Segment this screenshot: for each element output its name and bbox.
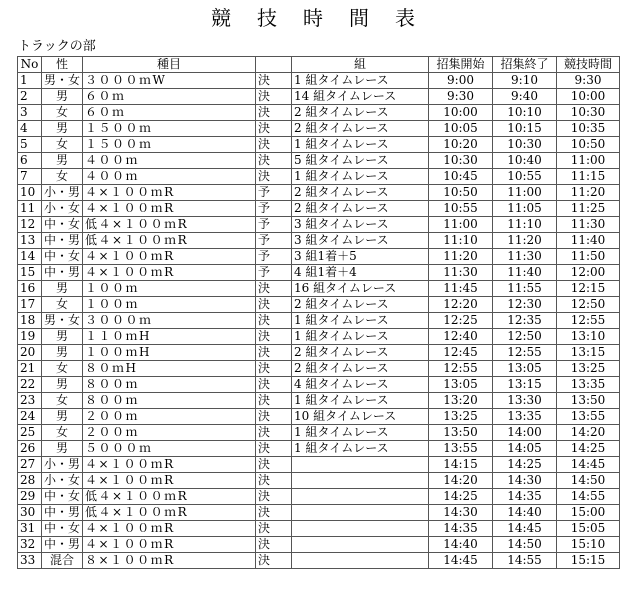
cell-call-start: 10:50 <box>429 185 493 201</box>
cell-round: 決 <box>256 105 292 121</box>
header-start-time: 競技時間 <box>557 57 620 73</box>
cell-no: 29 <box>18 489 42 505</box>
cell-call-end: 14:40 <box>493 505 557 521</box>
cell-event: ４×１００ｍR <box>83 265 256 281</box>
cell-call-end: 10:10 <box>493 105 557 121</box>
cell-round: 決 <box>256 89 292 105</box>
cell-event: ８００ｍ <box>83 377 256 393</box>
cell-gender: 男・女 <box>42 73 83 89</box>
cell-round: 決 <box>256 457 292 473</box>
schedule-table <box>17 56 620 569</box>
cell-heat: 14 組タイムレース <box>292 89 429 105</box>
cell-event: １１０ｍH <box>83 329 256 345</box>
cell-event: １５００ｍ <box>83 137 256 153</box>
cell-round: 予 <box>256 249 292 265</box>
cell-heat <box>292 473 429 489</box>
cell-call-end: 12:35 <box>493 313 557 329</box>
cell-no: 17 <box>18 297 42 313</box>
cell-no: 2 <box>18 89 42 105</box>
cell-call-start: 10:45 <box>429 169 493 185</box>
cell-no: 12 <box>18 217 42 233</box>
cell-call-start: 14:45 <box>429 553 493 569</box>
cell-call-start: 10:55 <box>429 201 493 217</box>
cell-event: １００ｍ <box>83 281 256 297</box>
cell-round: 決 <box>256 505 292 521</box>
cell-no: 10 <box>18 185 42 201</box>
table-row <box>18 73 620 89</box>
cell-heat: 3 組1着＋5 <box>292 249 429 265</box>
cell-call-start: 12:25 <box>429 313 493 329</box>
cell-call-end: 13:15 <box>493 377 557 393</box>
cell-heat: 1 組タイムレース <box>292 137 429 153</box>
cell-event: ４００ｍ <box>83 169 256 185</box>
cell-event: ４×１００ｍR <box>83 457 256 473</box>
table-row <box>18 409 620 425</box>
cell-event: １００ｍH <box>83 345 256 361</box>
cell-no: 18 <box>18 313 42 329</box>
schedule-body <box>18 73 620 569</box>
cell-gender: 中・男 <box>42 505 83 521</box>
cell-start-time: 10:00 <box>557 89 620 105</box>
table-row <box>18 281 620 297</box>
cell-gender: 男・女 <box>42 313 83 329</box>
cell-gender: 女 <box>42 137 83 153</box>
header-call-end: 招集終了 <box>493 57 557 73</box>
cell-event: ２００ｍ <box>83 409 256 425</box>
cell-heat <box>292 457 429 473</box>
cell-start-time: 13:35 <box>557 377 620 393</box>
cell-call-start: 14:30 <box>429 505 493 521</box>
cell-start-time: 13:50 <box>557 393 620 409</box>
cell-gender: 男 <box>42 345 83 361</box>
cell-round: 決 <box>256 553 292 569</box>
cell-round: 決 <box>256 489 292 505</box>
cell-call-end: 14:00 <box>493 425 557 441</box>
cell-round: 決 <box>256 393 292 409</box>
cell-heat <box>292 537 429 553</box>
cell-call-start: 13:20 <box>429 393 493 409</box>
cell-event: ４×１００ｍR <box>83 185 256 201</box>
cell-heat: 1 組タイムレース <box>292 441 429 457</box>
cell-call-start: 11:30 <box>429 265 493 281</box>
cell-gender: 中・女 <box>42 489 83 505</box>
table-row <box>18 201 620 217</box>
cell-gender: 小・女 <box>42 201 83 217</box>
cell-start-time: 11:40 <box>557 233 620 249</box>
cell-call-end: 11:10 <box>493 217 557 233</box>
cell-round: 予 <box>256 185 292 201</box>
table-row <box>18 329 620 345</box>
cell-call-start: 14:20 <box>429 473 493 489</box>
cell-heat: 2 組タイムレース <box>292 361 429 377</box>
cell-no: 31 <box>18 521 42 537</box>
cell-start-time: 9:30 <box>557 73 620 89</box>
cell-call-end: 9:10 <box>493 73 557 89</box>
cell-no: 26 <box>18 441 42 457</box>
cell-event: ３０００ｍW <box>83 73 256 89</box>
cell-round: 決 <box>256 473 292 489</box>
cell-round: 決 <box>256 121 292 137</box>
cell-event: １５００ｍ <box>83 121 256 137</box>
cell-event: ６０ｍ <box>83 89 256 105</box>
table-row <box>18 441 620 457</box>
cell-event: 低４×１００ｍR <box>83 217 256 233</box>
cell-call-start: 14:25 <box>429 489 493 505</box>
cell-event: ８×１００ｍR <box>83 553 256 569</box>
cell-heat: 3 組タイムレース <box>292 217 429 233</box>
cell-gender: 中・男 <box>42 233 83 249</box>
cell-start-time: 11:15 <box>557 169 620 185</box>
table-row <box>18 521 620 537</box>
cell-heat: 2 組タイムレース <box>292 185 429 201</box>
cell-heat: 5 組タイムレース <box>292 153 429 169</box>
cell-round: 決 <box>256 297 292 313</box>
cell-round: 決 <box>256 345 292 361</box>
cell-call-end: 9:40 <box>493 89 557 105</box>
cell-call-end: 13:05 <box>493 361 557 377</box>
table-row <box>18 489 620 505</box>
cell-no: 22 <box>18 377 42 393</box>
cell-gender: 中・男 <box>42 265 83 281</box>
cell-no: 6 <box>18 153 42 169</box>
cell-start-time: 15:10 <box>557 537 620 553</box>
cell-event: ４×１００ｍR <box>83 473 256 489</box>
table-row <box>18 425 620 441</box>
header-no: No <box>18 57 42 73</box>
cell-gender: 女 <box>42 393 83 409</box>
page-title: 競技時間表 <box>211 6 441 30</box>
cell-start-time: 12:55 <box>557 313 620 329</box>
cell-no: 30 <box>18 505 42 521</box>
cell-call-end: 11:20 <box>493 233 557 249</box>
table-row <box>18 89 620 105</box>
cell-call-end: 12:30 <box>493 297 557 313</box>
cell-heat: 1 組タイムレース <box>292 313 429 329</box>
cell-call-end: 14:05 <box>493 441 557 457</box>
cell-no: 5 <box>18 137 42 153</box>
cell-gender: 男 <box>42 89 83 105</box>
cell-start-time: 11:50 <box>557 249 620 265</box>
cell-call-start: 13:25 <box>429 409 493 425</box>
cell-gender: 男 <box>42 281 83 297</box>
cell-round: 決 <box>256 281 292 297</box>
cell-call-end: 13:30 <box>493 393 557 409</box>
cell-start-time: 12:00 <box>557 265 620 281</box>
cell-call-end: 10:55 <box>493 169 557 185</box>
cell-no: 1 <box>18 73 42 89</box>
cell-round: 予 <box>256 265 292 281</box>
cell-gender: 女 <box>42 297 83 313</box>
cell-start-time: 11:00 <box>557 153 620 169</box>
cell-heat: 1 組タイムレース <box>292 425 429 441</box>
cell-call-end: 14:35 <box>493 489 557 505</box>
cell-call-end: 14:30 <box>493 473 557 489</box>
cell-round: 決 <box>256 425 292 441</box>
table-row <box>18 105 620 121</box>
table-row <box>18 473 620 489</box>
cell-event: ２００ｍ <box>83 425 256 441</box>
cell-heat <box>292 489 429 505</box>
cell-gender: 中・男 <box>42 537 83 553</box>
cell-round: 予 <box>256 233 292 249</box>
header-event: 種目 <box>83 57 256 73</box>
cell-call-start: 10:00 <box>429 105 493 121</box>
cell-gender: 女 <box>42 105 83 121</box>
cell-gender: 小・女 <box>42 473 83 489</box>
header-round <box>256 57 292 73</box>
cell-start-time: 14:25 <box>557 441 620 457</box>
cell-call-start: 13:05 <box>429 377 493 393</box>
cell-call-start: 11:45 <box>429 281 493 297</box>
cell-heat: 16 組タイムレース <box>292 281 429 297</box>
table-row <box>18 361 620 377</box>
cell-round: 決 <box>256 313 292 329</box>
table-row <box>18 553 620 569</box>
cell-start-time: 13:55 <box>557 409 620 425</box>
table-row <box>18 249 620 265</box>
table-row <box>18 457 620 473</box>
cell-call-start: 12:20 <box>429 297 493 313</box>
cell-no: 25 <box>18 425 42 441</box>
cell-no: 13 <box>18 233 42 249</box>
cell-no: 21 <box>18 361 42 377</box>
cell-call-start: 10:30 <box>429 153 493 169</box>
cell-no: 20 <box>18 345 42 361</box>
cell-no: 16 <box>18 281 42 297</box>
table-row <box>18 185 620 201</box>
cell-event: 低４×１００ｍR <box>83 505 256 521</box>
table-row <box>18 137 620 153</box>
table-row <box>18 505 620 521</box>
cell-gender: 男 <box>42 409 83 425</box>
cell-no: 32 <box>18 537 42 553</box>
cell-start-time: 13:10 <box>557 329 620 345</box>
cell-gender: 男 <box>42 329 83 345</box>
cell-heat <box>292 553 429 569</box>
section-label: トラックの部 <box>18 39 96 54</box>
cell-start-time: 13:15 <box>557 345 620 361</box>
cell-call-end: 14:45 <box>493 521 557 537</box>
table-row <box>18 537 620 553</box>
cell-start-time: 11:30 <box>557 217 620 233</box>
cell-no: 19 <box>18 329 42 345</box>
cell-start-time: 13:25 <box>557 361 620 377</box>
cell-heat: 2 組タイムレース <box>292 105 429 121</box>
cell-round: 決 <box>256 329 292 345</box>
cell-no: 3 <box>18 105 42 121</box>
header-gender: 性 <box>42 57 83 73</box>
cell-round: 決 <box>256 409 292 425</box>
cell-start-time: 15:15 <box>557 553 620 569</box>
cell-start-time: 15:05 <box>557 521 620 537</box>
cell-round: 予 <box>256 217 292 233</box>
table-row <box>18 265 620 281</box>
cell-call-end: 12:55 <box>493 345 557 361</box>
table-row <box>18 297 620 313</box>
table-row <box>18 345 620 361</box>
cell-round: 決 <box>256 153 292 169</box>
cell-gender: 混合 <box>42 553 83 569</box>
cell-heat: 2 組タイムレース <box>292 201 429 217</box>
cell-call-start: 9:30 <box>429 89 493 105</box>
cell-start-time: 11:20 <box>557 185 620 201</box>
cell-heat: 2 組タイムレース <box>292 121 429 137</box>
table-row <box>18 121 620 137</box>
table-row <box>18 233 620 249</box>
cell-call-start: 11:00 <box>429 217 493 233</box>
cell-heat: 4 組1着＋4 <box>292 265 429 281</box>
cell-event: 低４×１００ｍR <box>83 233 256 249</box>
cell-call-end: 11:00 <box>493 185 557 201</box>
cell-start-time: 12:15 <box>557 281 620 297</box>
cell-round: 決 <box>256 137 292 153</box>
cell-event: ３０００ｍ <box>83 313 256 329</box>
cell-event: ４×１００ｍR <box>83 201 256 217</box>
cell-heat <box>292 521 429 537</box>
cell-no: 28 <box>18 473 42 489</box>
cell-call-end: 14:55 <box>493 553 557 569</box>
cell-event: 低４×１００ｍR <box>83 489 256 505</box>
table-row <box>18 153 620 169</box>
cell-heat: 2 組タイムレース <box>292 297 429 313</box>
cell-event: ４×１００ｍR <box>83 537 256 553</box>
cell-call-end: 11:30 <box>493 249 557 265</box>
cell-event: ４００ｍ <box>83 153 256 169</box>
cell-call-end: 14:25 <box>493 457 557 473</box>
cell-start-time: 10:30 <box>557 105 620 121</box>
cell-heat <box>292 505 429 521</box>
cell-call-start: 14:15 <box>429 457 493 473</box>
cell-start-time: 14:55 <box>557 489 620 505</box>
cell-call-start: 11:10 <box>429 233 493 249</box>
cell-gender: 女 <box>42 425 83 441</box>
cell-start-time: 10:35 <box>557 121 620 137</box>
cell-no: 24 <box>18 409 42 425</box>
cell-gender: 女 <box>42 361 83 377</box>
cell-round: 決 <box>256 73 292 89</box>
cell-event: ８０ｍH <box>83 361 256 377</box>
cell-start-time: 12:50 <box>557 297 620 313</box>
cell-call-end: 10:30 <box>493 137 557 153</box>
cell-call-end: 10:40 <box>493 153 557 169</box>
cell-call-start: 14:40 <box>429 537 493 553</box>
cell-call-start: 9:00 <box>429 73 493 89</box>
cell-call-start: 11:20 <box>429 249 493 265</box>
cell-event: ４×１００ｍR <box>83 521 256 537</box>
table-row <box>18 169 620 185</box>
cell-call-start: 12:40 <box>429 329 493 345</box>
cell-no: 11 <box>18 201 42 217</box>
cell-round: 決 <box>256 377 292 393</box>
cell-gender: 男 <box>42 441 83 457</box>
cell-start-time: 15:00 <box>557 505 620 521</box>
cell-no: 4 <box>18 121 42 137</box>
cell-heat: 4 組タイムレース <box>292 377 429 393</box>
cell-gender: 男 <box>42 153 83 169</box>
cell-call-end: 11:05 <box>493 201 557 217</box>
cell-gender: 中・女 <box>42 521 83 537</box>
cell-call-start: 10:05 <box>429 121 493 137</box>
cell-event: ４×１００ｍR <box>83 249 256 265</box>
header-call-start: 招集開始 <box>429 57 493 73</box>
cell-call-start: 13:50 <box>429 425 493 441</box>
cell-gender: 小・男 <box>42 185 83 201</box>
cell-call-start: 12:55 <box>429 361 493 377</box>
header-row <box>18 57 620 73</box>
cell-call-start: 10:20 <box>429 137 493 153</box>
cell-heat: 1 組タイムレース <box>292 169 429 185</box>
cell-no: 14 <box>18 249 42 265</box>
table-row <box>18 377 620 393</box>
cell-call-end: 14:50 <box>493 537 557 553</box>
cell-round: 決 <box>256 169 292 185</box>
cell-gender: 中・女 <box>42 217 83 233</box>
cell-heat: 1 組タイムレース <box>292 329 429 345</box>
cell-event: ６０ｍ <box>83 105 256 121</box>
cell-start-time: 14:45 <box>557 457 620 473</box>
cell-start-time: 10:50 <box>557 137 620 153</box>
cell-round: 予 <box>256 201 292 217</box>
cell-call-end: 13:35 <box>493 409 557 425</box>
cell-call-start: 14:35 <box>429 521 493 537</box>
cell-no: 33 <box>18 553 42 569</box>
cell-heat: 1 組タイムレース <box>292 73 429 89</box>
cell-round: 決 <box>256 537 292 553</box>
cell-start-time: 14:20 <box>557 425 620 441</box>
cell-gender: 女 <box>42 169 83 185</box>
cell-gender: 男 <box>42 121 83 137</box>
cell-heat: 2 組タイムレース <box>292 345 429 361</box>
cell-call-start: 13:55 <box>429 441 493 457</box>
cell-heat: 1 組タイムレース <box>292 393 429 409</box>
cell-call-end: 11:40 <box>493 265 557 281</box>
cell-event: ５０００ｍ <box>83 441 256 457</box>
table-row <box>18 313 620 329</box>
header-heat: 組 <box>292 57 429 73</box>
cell-start-time: 14:50 <box>557 473 620 489</box>
cell-start-time: 11:25 <box>557 201 620 217</box>
cell-no: 23 <box>18 393 42 409</box>
cell-no: 27 <box>18 457 42 473</box>
cell-gender: 中・女 <box>42 249 83 265</box>
cell-round: 決 <box>256 361 292 377</box>
cell-event: ８００ｍ <box>83 393 256 409</box>
cell-event: １００ｍ <box>83 297 256 313</box>
cell-gender: 男 <box>42 377 83 393</box>
cell-heat: 10 組タイムレース <box>292 409 429 425</box>
cell-call-end: 12:50 <box>493 329 557 345</box>
table-row <box>18 217 620 233</box>
cell-call-end: 11:55 <box>493 281 557 297</box>
cell-round: 決 <box>256 441 292 457</box>
cell-call-end: 10:15 <box>493 121 557 137</box>
cell-no: 15 <box>18 265 42 281</box>
cell-no: 7 <box>18 169 42 185</box>
cell-heat: 3 組タイムレース <box>292 233 429 249</box>
cell-gender: 小・男 <box>42 457 83 473</box>
table-row <box>18 393 620 409</box>
cell-call-start: 12:45 <box>429 345 493 361</box>
cell-round: 決 <box>256 521 292 537</box>
